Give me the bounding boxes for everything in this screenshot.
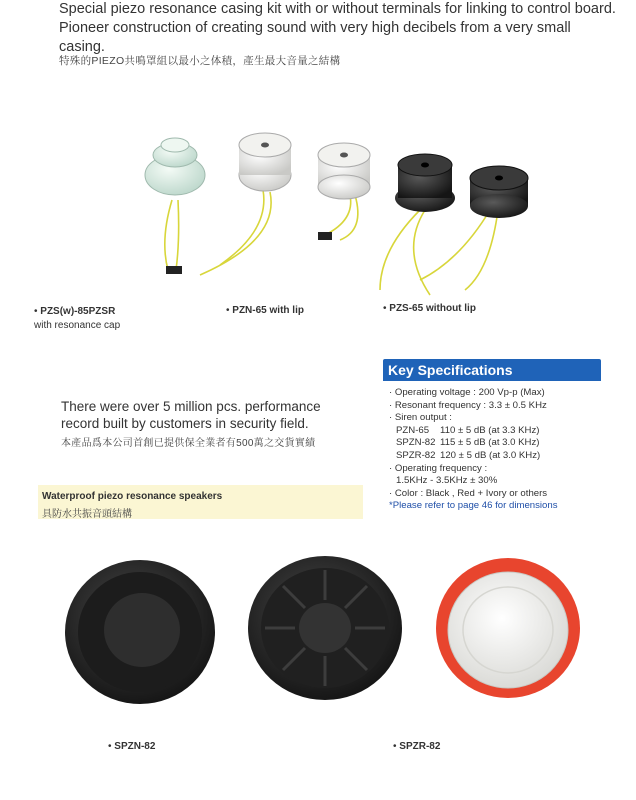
spec-output-row: SPZN-82 115 ± 5 dB (at 3.0 KHz): [396, 437, 540, 449]
waterproof-title: Waterproof piezo resonance speakers: [42, 491, 223, 502]
caption-spzn-82: • SPZN-82: [108, 741, 156, 752]
spzr-82-speaker: [436, 558, 580, 698]
waterproof-title-zh: 具防水共振音頭結構: [42, 509, 132, 520]
caption-pzn-65: • PZN-65 with lip: [226, 305, 304, 316]
intro-text-zh: 特殊的PIEZO共鳴罩組以最小之体積，產生最大音量之結構: [59, 55, 341, 67]
spec-output-row: SPZR-82 120 ± 5 dB (at 3.0 KHz): [396, 449, 541, 461]
spec-color: · Color : Black , Red + Ivory or others: [389, 487, 548, 499]
spec-freq-value: 1.5KHz - 3.5KHz ± 30%: [396, 475, 498, 487]
spec-title: Key Specifications: [388, 362, 513, 378]
spec-output-row: PZN-65 110 ± 5 dB (at 3.3 KHz): [396, 424, 540, 436]
caption-spzr-82: • SPZR-82: [393, 741, 441, 752]
pzn-65-casing: [239, 133, 291, 191]
spec-resonant: · Resonant frequency : 3.3 ± 0.5 KHz: [389, 399, 547, 411]
record-text: There were over 5 million pcs. performance record built by customers in security field.: [61, 399, 321, 431]
record-text-zh: 本產品爲本公司首創已提供保全業者有500萬之交貨實績: [61, 438, 316, 449]
caption-pzs-65: • PZS-65 without lip: [383, 303, 476, 314]
black-casing-lip: [395, 154, 455, 212]
black-speaker-ribbed: [248, 556, 402, 700]
spzn-82-speaker: [65, 560, 215, 704]
white-casing: [318, 143, 370, 240]
spec-freq-label: · Operating frequency :: [389, 462, 488, 474]
spec-siren-label: · Siren output :: [389, 412, 452, 424]
piezo-casings-photo: [20, 120, 620, 320]
pzs-65-casing: [470, 166, 528, 218]
spec-note: *Please refer to page 46 for dimensions: [389, 500, 558, 512]
waterproof-speakers-photo: [40, 540, 600, 720]
spec-list: [389, 387, 601, 513]
caption-pzs-w-85: • PZS(w)-85PZSR: [34, 306, 116, 317]
intro-text: Special piezo resonance casing kit with or without terminals for linking to control board. Pioneer construction of creating sound with very high decibels from a very small casing.: [59, 1, 616, 55]
pzs-w-85-casing: [145, 138, 205, 274]
spec-voltage: · Operating voltage : 200 Vp-p (Max): [389, 387, 545, 398]
caption-pzs-w-85-sub: with resonance cap: [34, 320, 121, 331]
